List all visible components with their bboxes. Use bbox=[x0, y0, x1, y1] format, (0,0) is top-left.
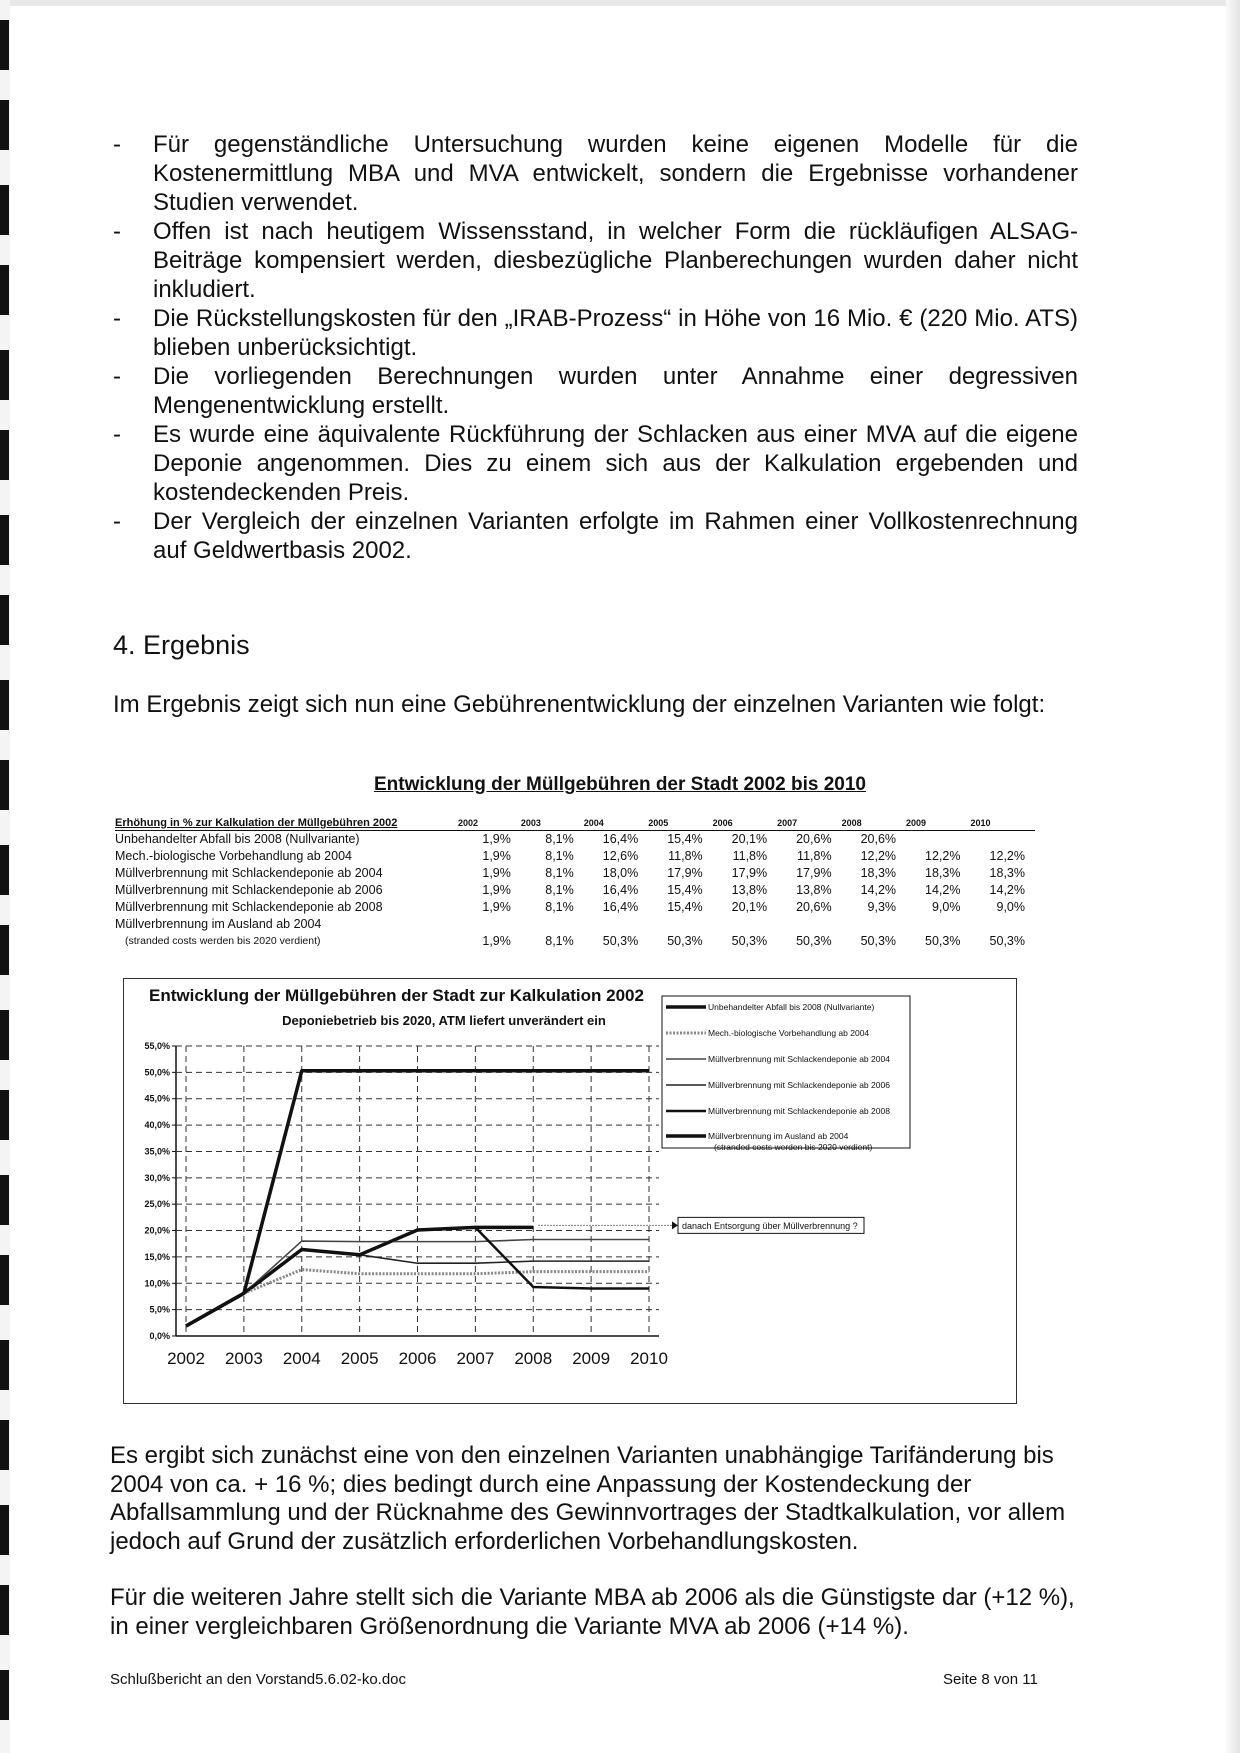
cell: 18,3% bbox=[860, 866, 897, 880]
year-header: 2008 bbox=[842, 817, 906, 831]
cell: 20,6% bbox=[860, 832, 897, 846]
row-label: Müllverbrennung mit Schlackendeponie ab 2006 bbox=[115, 883, 383, 897]
cell: 11,8% bbox=[732, 849, 768, 863]
table-row bbox=[115, 933, 1035, 950]
footer-page-number: Seite 8 von 11 bbox=[943, 1671, 1038, 1688]
scan-mark bbox=[0, 20, 9, 70]
cell: 1,9% bbox=[482, 900, 511, 914]
y-tick-label: 55,0% bbox=[144, 1041, 170, 1051]
cell: 14,2% bbox=[925, 883, 961, 897]
bullet-text: Offen ist nach heutigem Wissensstand, in welcher Form die rückläufigen ALSAG-Beiträge kompensiert werden, diesbezügliche Planberechungen wurden daher nicht inkludiert. bbox=[153, 218, 1078, 303]
cell: 16,4% bbox=[602, 900, 639, 914]
cell: 17,9% bbox=[796, 866, 832, 880]
cell: 11,8% bbox=[797, 849, 832, 863]
cell: 17,9% bbox=[667, 866, 703, 880]
bullet-item bbox=[113, 420, 1078, 507]
y-tick-label: 25,0% bbox=[144, 1199, 170, 1210]
row-label: Müllverbrennung mit Schlackendeponie ab 2004 bbox=[115, 866, 383, 880]
scan-mark bbox=[0, 1505, 9, 1555]
row-note: (stranded costs werden bis 2020 verdient) bbox=[125, 935, 321, 947]
cell: 14,2% bbox=[989, 883, 1025, 897]
y-tick-label: 30,0% bbox=[144, 1172, 170, 1183]
cell bbox=[906, 831, 970, 849]
table-row bbox=[115, 882, 1035, 899]
line-chart-svg bbox=[124, 979, 1016, 1403]
scan-mark bbox=[0, 1420, 9, 1470]
y-tick-label: 50,0% bbox=[144, 1067, 170, 1078]
cell: 8,1% bbox=[545, 866, 574, 880]
cell: 15,4% bbox=[667, 832, 703, 846]
row-label: Müllverbrennung im Ausland ab 2004 bbox=[115, 917, 322, 931]
y-tick-label: 35,0% bbox=[144, 1146, 170, 1157]
x-tick-label: 2009 bbox=[572, 1349, 611, 1368]
cell: 18,3% bbox=[989, 866, 1025, 880]
scan-mark bbox=[0, 1010, 9, 1060]
x-tick-label: 2005 bbox=[340, 1349, 379, 1368]
scan-mark bbox=[0, 430, 9, 480]
x-tick-label: 2006 bbox=[398, 1349, 437, 1368]
bullet-text: Die Rückstellungskosten für den „IRAB-Prozess“ in Höhe von 16 Mio. € (220 Mio. ATS) blieben unberücksichtigt. bbox=[153, 305, 1078, 361]
scan-mark bbox=[0, 595, 9, 645]
year-header: 2007 bbox=[777, 817, 841, 831]
y-tick-label: 45,0% bbox=[144, 1093, 170, 1104]
scan-mark bbox=[0, 1340, 9, 1390]
bullet-dash: - bbox=[113, 421, 121, 448]
cell: 9,0% bbox=[931, 900, 961, 914]
table-row bbox=[115, 865, 1035, 882]
cell bbox=[970, 831, 1035, 849]
cell: 8,1% bbox=[545, 849, 574, 863]
scan-mark bbox=[0, 925, 9, 975]
year-header: 2004 bbox=[584, 817, 648, 831]
annotation-arrow-icon bbox=[672, 1221, 678, 1229]
table-row bbox=[115, 848, 1035, 865]
cell: 1,9% bbox=[482, 883, 511, 897]
scan-mark bbox=[0, 185, 9, 235]
legend-label: Müllverbrennung im Ausland ab 2004 bbox=[708, 1131, 849, 1141]
cell: 12,2% bbox=[860, 849, 897, 863]
cell: 11,8% bbox=[668, 849, 703, 863]
section-title: Ergebnis bbox=[143, 630, 250, 660]
scan-mark bbox=[0, 515, 9, 565]
cell: 50,3% bbox=[989, 934, 1025, 948]
bullet-text: Für gegenständliche Untersuchung wurden keine eigenen Modelle für die Kostenermittlung MBA und MVA entwickelt, sondern die Ergebnisse vorhandener Studien verwendet. bbox=[153, 131, 1078, 216]
cell: 16,4% bbox=[602, 832, 639, 846]
legend-label: Unbehandelter Abfall bis 2008 (Nullvariante) bbox=[708, 1002, 875, 1012]
x-tick-label: 2010 bbox=[630, 1349, 668, 1368]
year-header: 2006 bbox=[713, 817, 777, 831]
bullet-text: Der Vergleich der einzelnen Varianten erfolgte im Rahmen einer Vollkostenrechnung auf Geldwertbasis 2002. bbox=[153, 508, 1078, 564]
year-header: 2005 bbox=[648, 817, 712, 831]
table-row bbox=[115, 899, 1035, 916]
y-tick-label: 5,0% bbox=[149, 1304, 170, 1315]
section-heading bbox=[113, 630, 250, 661]
year-header: 2009 bbox=[906, 817, 970, 831]
bullet-text: Es wurde eine äquivalente Rückführung der Schlacken aus einer MVA auf die eigene Deponie angenommen. Dies zu einem sich aus der Kalkulation ergebenden und kostendeckenden Preis. bbox=[153, 421, 1078, 506]
fee-increase-table bbox=[115, 817, 1035, 950]
scan-mark bbox=[0, 1175, 9, 1225]
scan-mark bbox=[0, 845, 9, 895]
bullet-item bbox=[113, 362, 1078, 420]
cell: 20,6% bbox=[796, 832, 832, 846]
footer-filename: Schlußbericht an den Vorstand5.6.02-ko.doc bbox=[110, 1671, 407, 1688]
cell: 9,3% bbox=[867, 900, 897, 914]
cell: 16,4% bbox=[602, 883, 639, 897]
cell: 15,4% bbox=[667, 883, 703, 897]
legend-label: Müllverbrennung mit Schlackendeponie ab 2004 bbox=[708, 1054, 890, 1064]
cell: 12,6% bbox=[602, 849, 639, 863]
scan-mark bbox=[0, 1585, 9, 1635]
section-number: 4. bbox=[113, 630, 136, 660]
cell: 17,9% bbox=[731, 866, 768, 880]
cell: 8,1% bbox=[545, 832, 574, 846]
cell: 13,8% bbox=[731, 883, 768, 897]
table-header-label: Erhöhung in % zur Kalkulation der Müllgebühren 2002 bbox=[115, 817, 458, 831]
bullet-dash: - bbox=[113, 508, 121, 535]
year-header: 2010 bbox=[970, 817, 1035, 831]
cell: 1,9% bbox=[482, 934, 511, 948]
scan-mark bbox=[0, 350, 9, 400]
bullet-dash: - bbox=[113, 363, 121, 390]
scan-right-edge bbox=[1226, 0, 1240, 1753]
cell: 1,9% bbox=[482, 866, 511, 880]
bullet-item bbox=[113, 507, 1078, 565]
scan-top-edge bbox=[0, 0, 1240, 6]
cell: 18,0% bbox=[602, 866, 639, 880]
cell: 1,9% bbox=[482, 849, 511, 863]
y-tick-label: 40,0% bbox=[144, 1120, 170, 1131]
x-tick-label: 2007 bbox=[456, 1349, 495, 1368]
cell: 20,6% bbox=[796, 900, 832, 914]
result-paragraph: Für die weiteren Jahre stellt sich die Variante MBA ab 2006 als die Günstigste dar (+12 %), in einer vergleichbaren Größenordnung die Variante MVA ab 2006 (+14 %). bbox=[110, 1584, 1075, 1640]
bullet-dash: - bbox=[113, 305, 121, 332]
cell: 12,2% bbox=[989, 849, 1025, 863]
x-tick-label: 2004 bbox=[282, 1349, 321, 1368]
chart-title: Entwicklung der Müllgebühren der Stadt zur Kalkulation 2002 bbox=[149, 986, 644, 1005]
scan-mark bbox=[0, 1090, 9, 1140]
bullet-item bbox=[113, 130, 1078, 217]
x-tick-label: 2003 bbox=[224, 1349, 263, 1368]
cell: 50,3% bbox=[925, 934, 961, 948]
assumption-list bbox=[113, 130, 1078, 565]
table-title: Entwicklung der Müllgebühren der Stadt 2002 bis 2010 bbox=[373, 774, 866, 795]
cell: 1,9% bbox=[482, 832, 511, 846]
year-header: 2003 bbox=[521, 817, 584, 831]
cell: 20,1% bbox=[731, 900, 768, 914]
legend-label: Müllverbrennung mit Schlackendeponie ab 2008 bbox=[708, 1106, 890, 1116]
row-label: Müllverbrennung mit Schlackendeponie ab 2008 bbox=[115, 900, 383, 914]
cell: 8,1% bbox=[545, 900, 574, 914]
result-paragraph: Es ergibt sich zunächst eine von den einzelnen Varianten unabhängige Tarifänderung bis 2004 von ca. + 16 %; dies bedingt durch eine Anpassung der Kostendeckung der Abfallsammlung und der Rücknahme des Gewinnvortrages der Stadtkalkulation, vor allem jedoch auf Grund der zusätzlich erforderlichen Vorbehandlungskosten. bbox=[110, 1442, 1066, 1555]
scan-binding-edge bbox=[0, 0, 10, 1753]
cell: 50,3% bbox=[667, 934, 703, 948]
cell: 8,1% bbox=[545, 934, 574, 948]
cell: 50,3% bbox=[796, 934, 832, 948]
table-header-row bbox=[115, 817, 1035, 831]
bullet-dash: - bbox=[113, 131, 121, 158]
cell: 8,1% bbox=[545, 883, 574, 897]
legend-label: Müllverbrennung mit Schlackendeponie ab 2006 bbox=[708, 1080, 890, 1090]
row-label: Unbehandelter Abfall bis 2008 (Nullvariante) bbox=[115, 832, 360, 846]
bullet-item bbox=[113, 304, 1078, 362]
cell: 50,3% bbox=[602, 934, 639, 948]
row-label: Mech.-biologische Vorbehandlung ab 2004 bbox=[115, 849, 352, 863]
scan-mark bbox=[0, 1255, 9, 1305]
cell: 50,3% bbox=[860, 934, 897, 948]
scan-mark bbox=[0, 265, 9, 315]
cell: 15,4% bbox=[667, 900, 703, 914]
cell: 13,8% bbox=[796, 883, 832, 897]
scan-mark bbox=[0, 100, 9, 150]
cell: 50,3% bbox=[731, 934, 768, 948]
y-tick-label: 0,0% bbox=[149, 1331, 170, 1341]
fee-development-chart bbox=[123, 978, 1017, 1404]
chart-subtitle: Deponiebetrieb bis 2020, ATM liefert unverändert ein bbox=[282, 1013, 606, 1028]
table-row bbox=[115, 831, 1035, 849]
y-tick-label: 10,0% bbox=[144, 1278, 170, 1289]
year-header: 2002 bbox=[458, 817, 521, 831]
cell: 20,1% bbox=[731, 832, 768, 846]
cell: 14,2% bbox=[860, 883, 897, 897]
scan-mark bbox=[0, 680, 9, 730]
scan-mark bbox=[0, 1670, 9, 1720]
table-row bbox=[115, 916, 1035, 933]
legend-box bbox=[662, 996, 910, 1148]
bullet-text: Die vorliegenden Berechnungen wurden unter Annahme einer degressiven Mengenentwicklung erstellt. bbox=[153, 363, 1078, 419]
cell: 12,2% bbox=[925, 849, 961, 863]
y-tick-label: 20,0% bbox=[144, 1225, 170, 1236]
legend-label: Mech.-biologische Vorbehandlung ab 2004 bbox=[708, 1028, 870, 1038]
x-tick-label: 2008 bbox=[514, 1349, 553, 1368]
cell: 9,0% bbox=[996, 900, 1025, 914]
bullet-item bbox=[113, 217, 1078, 304]
cell: 18,3% bbox=[925, 866, 961, 880]
annotation-text: danach Entsorgung über Müllverbrennung ? bbox=[682, 1220, 858, 1231]
bullet-dash: - bbox=[113, 218, 121, 245]
intro-paragraph: Im Ergebnis zeigt sich nun eine Gebührenentwicklung der einzelnen Varianten wie folgt: bbox=[113, 691, 1046, 718]
x-tick-label: 2002 bbox=[167, 1349, 205, 1368]
legend-label-note: (stranded costs werden bis 2020 verdient) bbox=[714, 1142, 873, 1152]
y-tick-label: 15,0% bbox=[144, 1251, 170, 1262]
